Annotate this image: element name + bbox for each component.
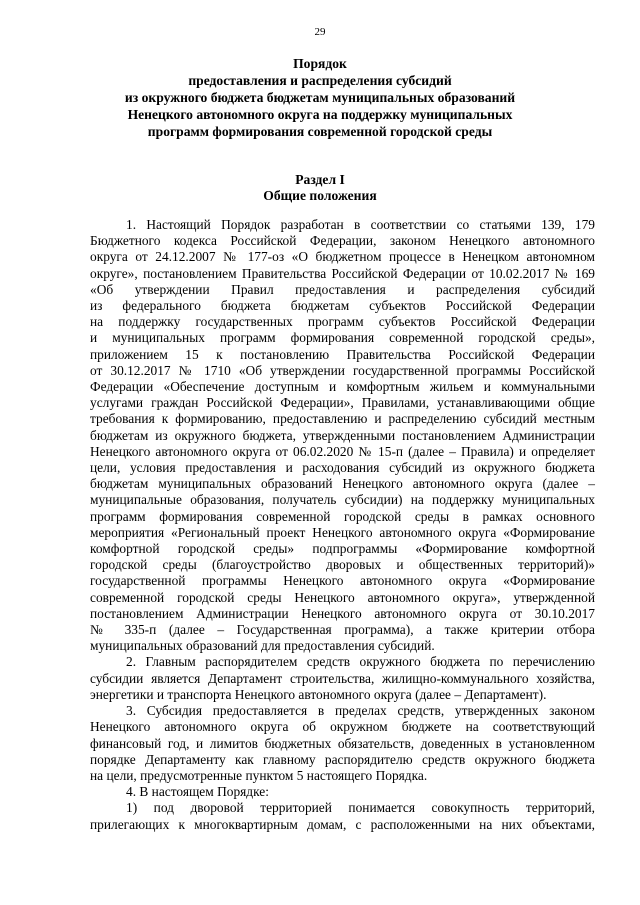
- title-line: Порядок: [293, 56, 347, 71]
- text-line: № 335-п (далее – Государственная программа), а также критерии отбора: [90, 622, 595, 638]
- text-line: услугами граждан Российской Федерации», Правилами, устанавливающими общие: [90, 395, 595, 411]
- text-line: Ненецкого автономного округа от 06.02.2020 № 15-п (далее – Правила) и определяет: [90, 443, 595, 459]
- text-line: постановлением Администрации Ненецкого автономного округа от 30.10.2017: [90, 605, 595, 621]
- title-line: Ненецкого автономного округа на поддержку муниципальных: [127, 107, 513, 122]
- text-line: приложением 15 к постановлению Правительства Российской Федерации: [90, 346, 595, 362]
- paragraph-5: [90, 800, 595, 832]
- text-line: городской среды (благоустройство дворовых и общественных территорий)»: [90, 557, 595, 573]
- text-line: прилегающих к многоквартирным домам, с расположенными на них объектами,: [90, 816, 595, 832]
- paragraph-1: [90, 217, 595, 654]
- document-title: [60, 55, 580, 140]
- text-line: 2. Главным распорядителем средств окружного бюджета по перечислению: [126, 654, 595, 670]
- text-line: округе», постановлением Правительства Российской Федерации от 10.02.2017 № 169: [90, 265, 595, 281]
- text-line: 3. Субсидия предоставляется в пределах средств, утвержденных законом: [126, 703, 595, 719]
- page-number: 29: [314, 26, 326, 38]
- text-line: 4. В настоящем Порядке:: [126, 784, 269, 800]
- text-line: Бюджетного кодекса Российской Федерации, законом Ненецкого автономного: [90, 233, 595, 249]
- text-line: финансовый год, и лимитов бюджетных обязательств, доведенных в установленном: [90, 735, 595, 751]
- section-heading: [60, 172, 580, 204]
- paragraph-4: [90, 784, 595, 800]
- text-line: мероприятия «Региональный проект Ненецкого автономного округа «Формирование: [90, 524, 595, 540]
- text-line: и муниципальных программ формирования современной городской среды»,: [90, 330, 595, 346]
- text-line: на поддержку государственных программ субъектов Российской Федерации: [90, 314, 595, 330]
- text-line: порядке Департаменту как главному распорядителю средств окружного бюджета: [90, 751, 595, 767]
- text-line: муниципальные образования, получатель субсидии) на поддержку муниципальных: [90, 492, 595, 508]
- text-line: Ненецкого автономного округа об окружном бюджете на соответствующий: [90, 719, 595, 735]
- text-line: муниципальных образований для предоставления субсидий.: [90, 638, 435, 654]
- text-line: округа от 24.12.2007 № 177-оз «О бюджетном процессе в Ненецком автономном: [90, 249, 595, 265]
- text-line: требования к формированию, предоставлению и распределению субсидий местным: [90, 411, 595, 427]
- title-line: предоставления и распределения субсидий: [188, 73, 452, 88]
- title-line: программ формирования современной городской среды: [147, 124, 493, 139]
- text-line: энергетики и транспорта Ненецкого автономного округа (далее – Департамент).: [90, 686, 547, 702]
- text-line: от 30.12.2017 № 1710 «Об утверждении государственной программы Российской: [90, 362, 595, 378]
- text-line: на цели, предусмотренные пунктом 5 настоящего Порядка.: [90, 767, 428, 783]
- text-line: программ формирования современной городской среды в рамках основного: [90, 508, 595, 524]
- paragraph-3: [90, 703, 595, 784]
- text-line: 1. Настоящий Порядок разработан в соответствии со статьями 139, 179: [126, 217, 595, 232]
- text-line: современной городской среды Ненецкого автономного округа», утвержденной: [90, 589, 595, 605]
- text-line: 1) под дворовой территорией понимается совокупность территорий,: [126, 800, 595, 816]
- text-line: бюджетам муниципальных образований Ненецкого автономного округа (далее –: [90, 476, 595, 492]
- text-line: Федерации «Обеспечение доступным и комфортным жильем и коммунальными: [90, 379, 595, 395]
- text-line: комфортной городской среды» подпрограммы «Формирование комфортной: [90, 541, 595, 557]
- text-line: бюджетам из окружного бюджета, утвержденными постановлением Администрации: [90, 427, 595, 443]
- title-line: из окружного бюджета бюджетам муниципальных образований: [124, 90, 516, 105]
- section-number: Раздел I: [295, 172, 345, 187]
- text-line: государственной программы Ненецкого автономного округа «Формирование: [90, 573, 595, 589]
- text-line: субсидии является Департамент строительства, жилищно-коммунального хозяйства,: [90, 670, 595, 686]
- text-line: «Об утверждении Правил предоставления и распределения субсидий: [90, 281, 595, 297]
- paragraph-2: [90, 654, 595, 703]
- section-title: Общие положения: [263, 188, 377, 203]
- document-body: [90, 217, 595, 833]
- text-line: из федерального бюджета бюджетам субъектов Российской Федерации: [90, 298, 595, 314]
- text-line: цели, условия предоставления и расходования субсидий из окружного бюджета: [90, 460, 595, 476]
